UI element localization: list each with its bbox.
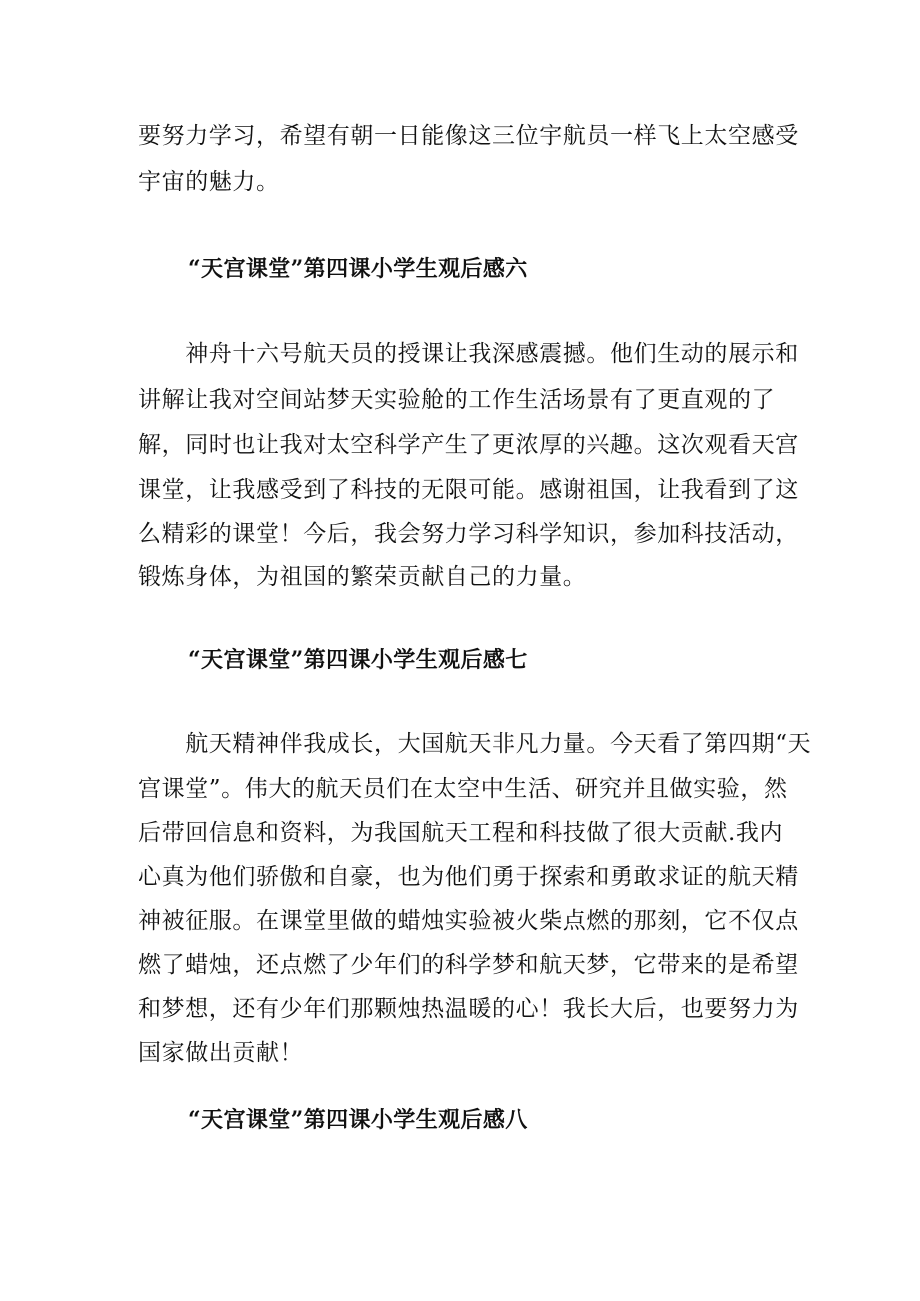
section-6-line-1: 神舟十六号航天员的授课让我深感震撼。他们生动的展示和 <box>138 341 799 367</box>
section-6-line-3: 解，同时也让我对太空科学产生了更浓厚的兴趣。这次观看天宫 <box>138 432 799 458</box>
section-6-line-6: 锻炼身体，为祖国的繁荣贡献自己的力量。 <box>138 564 587 590</box>
section-6-line-4: 课堂，让我感受到了科技的无限可能。感谢祖国，让我看到了这 <box>138 477 799 503</box>
section-7-line-5: 神被征服。在课堂里做的蜡烛实验被火柴点燃的那刻，它不仅点 <box>138 908 799 934</box>
section-7-line-6: 燃了蜡烛，还点燃了少年们的科学梦和航天梦，它带来的是希望 <box>138 952 799 978</box>
section-7-line-1: 航天精神伴我成长，大国航天非凡力量。今天看了第四期“天 <box>138 731 812 757</box>
section-6-heading: “天宫课堂”第四课小学生观后感六 <box>188 256 528 282</box>
intro-line-1: 要努力学习，希望有朝一日能像这三位宇航员一样飞上太空感受 <box>138 123 799 149</box>
section-7-line-2: 宫课堂”。伟大的航天员们在太空中生活、研究并且做实验，然 <box>138 776 788 802</box>
section-7-line-3: 后带回信息和资料，为我国航天工程和科技做了很大贡献.我内 <box>138 820 784 846</box>
section-6-line-5: 么精彩的课堂！今后，我会努力学习科学知识，参加科技活动， <box>138 521 799 547</box>
section-7-heading: “天宫课堂”第四课小学生观后感七 <box>188 647 528 673</box>
intro-line-2: 宇宙的魅力。 <box>138 169 280 195</box>
section-6-line-2: 讲解让我对空间站梦天实验舱的工作生活场景有了更直观的了 <box>138 387 776 413</box>
section-8-heading: “天宫课堂”第四课小学生观后感八 <box>188 1107 528 1133</box>
section-7-line-4: 心真为他们骄傲和自豪，也为他们勇于探索和勇敢求证的航天精 <box>138 864 799 890</box>
section-7-line-8: 国家做出贡献！ <box>138 1040 304 1066</box>
section-7-line-7: 和梦想，还有少年们那颗烛热温暖的心！我长大后，也要努力为 <box>138 996 799 1022</box>
